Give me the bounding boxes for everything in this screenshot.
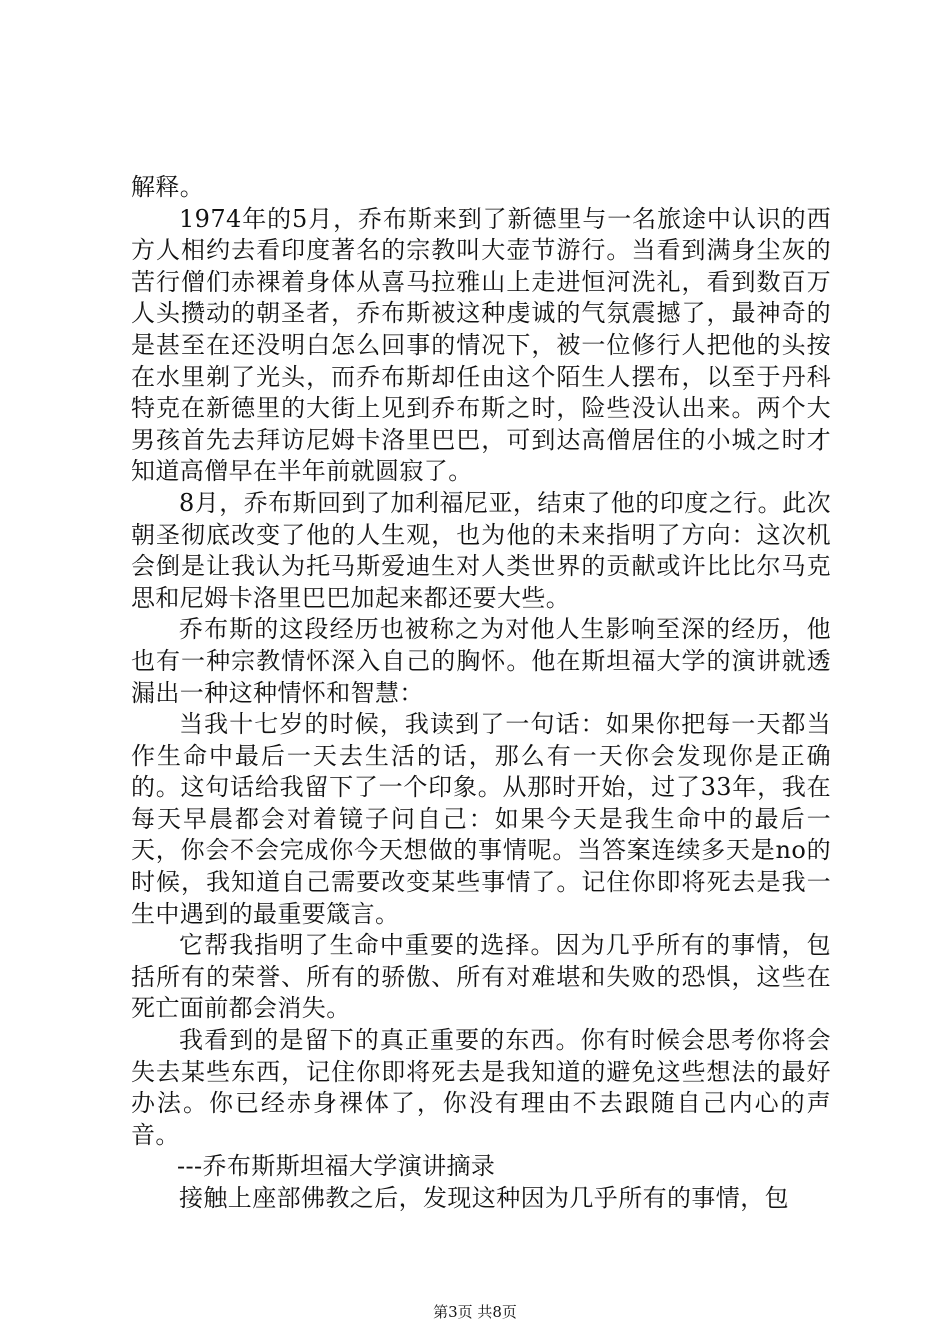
page-number-footer: 第3页 共8页: [433, 1303, 517, 1321]
quoted-paragraph: 它帮我指明了生命中重要的选择。因为几乎所有的事情，包括所有的荣誉、所有的骄傲、所有对难堪和失败的恐惧，这些在死亡面前都会消失。: [131, 931, 831, 1023]
paragraph: 乔布斯的这段经历也被称之为对他人生影响至深的经历，他也有一种宗教情怀深入自己的胸怀。他在斯坦福大学的演讲就透漏出一种这种情怀和智慧：: [131, 615, 831, 707]
paragraph: 接触上座部佛教之后，发现这种因为几乎所有的事情，包: [179, 1184, 789, 1212]
quoted-paragraph: 当我十七岁的时候，我读到了一句话：如果你把每一天都当作生命中最后一天去生活的话，那么有一天你会发现你是正确的。这句话给我留下了一个印象。从那时开始，过了33年，我在每天早晨都会对着镜子问自己：如果今天是我生命中的最后一天，你会不会完成你今天想做的事情呢。当答案连续多天是no的时候，我知道自己需要改变某些事情了。记住你即将死去是我一生中遇到的最重要箴言。: [131, 710, 831, 928]
document-body: [131, 172, 831, 1215]
quoted-paragraph: 我看到的是留下的真正重要的东西。你有时候会思考你将会失去某些东西，记住你即将死去是我知道的避免这些想法的最好办法。你已经赤身裸体了，你没有理由不去跟随自己内心的声音。: [131, 1026, 831, 1149]
paragraph: 8月，乔布斯回到了加利福尼亚，结束了他的印度之行。此次朝圣彻底改变了他的人生观，也为他的未来指明了方向：这次机会倒是让我认为托马斯爱迪生对人类世界的贡献或许比比尔马克思和尼姆卡洛里巴巴加起来都还要大些。: [131, 488, 831, 612]
paragraph: 解释。: [131, 173, 205, 201]
quote-source: ---乔布斯斯坦福大学演讲摘录: [177, 1152, 496, 1181]
paragraph: 1974年的5月，乔布斯来到了新德里与一名旅途中认识的西方人相约去看印度著名的宗教叫大壶节游行。当看到满身尘灰的苦行僧们赤裸着身体从喜马拉雅山上走进恒河洗礼，看到数百万人头攒动的朝圣者，乔布斯被这种虔诚的气氛震撼了，最神奇的是甚至在还没明白怎么回事的情况下，被一位修行人把他的头按在水里剃了光头，而乔布斯却任由这个陌生人摆布，以至于丹科特克在新德里的大街上见到乔布斯之时，险些没认出来。两个大男孩首先去拜访尼姆卡洛里巴巴，可到达高僧居住的小城之时才知道高僧早在半年前就圆寂了。: [131, 204, 831, 486]
